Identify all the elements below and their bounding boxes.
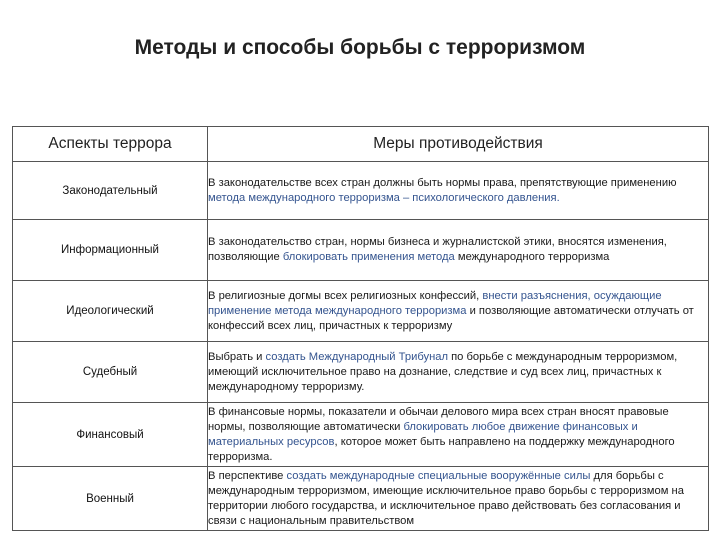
table-row <box>13 162 709 220</box>
measure-text: и позволяющие автоматически отлучать от конфессий всех лиц, причастных к терроризму <box>208 304 694 332</box>
table-header-row <box>13 127 709 162</box>
measure-highlight-text: блокировать любое движение финансовых и материальных ресурсов <box>208 420 638 448</box>
page-title: Методы и способы борьбы с терроризмом <box>134 36 586 59</box>
measure-text: В финансовые нормы, показатели и обычаи делового мира всех стран вносят правовые нормы, позволяющие автоматически <box>208 405 669 433</box>
aspect-cell: Финансовый <box>13 403 208 467</box>
aspect-cell: Информационный <box>13 220 208 281</box>
table-row <box>13 281 709 342</box>
table-row <box>13 342 709 403</box>
measure-highlight-text: внести разъяснения, осуждающие применение метода международного терроризма <box>208 289 662 317</box>
aspect-cell: Судебный <box>13 342 208 403</box>
measure-text: по борьбе с международным терроризмом, имеющий исключительное право на дознание, следствие и суд всех лиц, причастных к международному терроризму. <box>208 350 678 393</box>
table-row <box>13 467 709 531</box>
measure-cell <box>208 467 709 531</box>
measure-text: международного терроризма <box>454 251 610 263</box>
measure-text: для борьбы с международным терроризмом, имеющие исключительное право борьбы с терроризмом на территории любого государства, и исключительное право действовать без согласования и связи с национальным правительством <box>208 469 684 527</box>
aspect-cell: Идеологический <box>13 281 208 342</box>
table-row <box>13 403 709 467</box>
measure-highlight-text: метода международного терроризма – психологического давления. <box>208 191 560 204</box>
measure-cell <box>208 220 709 281</box>
measure-text: В религиозные догмы всех религиозных конфессий, <box>208 289 483 302</box>
measure-highlight-text: создать международные специальные вооружённые силы <box>286 469 591 482</box>
measure-highlight-text: создать Международный Трибунал <box>265 350 449 363</box>
measure-text: , которое может быть направлено на поддержку международного терроризма. <box>208 435 675 463</box>
aspect-cell: Законодательный <box>13 162 208 220</box>
header-measures: Меры противодействия <box>208 127 709 162</box>
measure-text: Выбрать и <box>208 350 266 363</box>
table-row <box>13 220 709 281</box>
measure-highlight-text: блокировать применения метода <box>282 251 455 263</box>
header-aspects: Аспекты террора <box>13 127 208 162</box>
measure-cell <box>208 403 709 467</box>
measure-cell <box>208 162 709 220</box>
measure-text: В законодательство стран, нормы бизнеса и журналистской этики, вносятся изменения, позволяющие <box>208 236 667 263</box>
measure-text: В перспективе <box>208 469 287 482</box>
aspect-cell: Военный <box>13 467 208 531</box>
measure-cell <box>208 281 709 342</box>
measures-table <box>12 126 709 531</box>
measure-cell <box>208 342 709 403</box>
measure-text: В законодательстве всех стран должны быть нормы права, препятствующие применению <box>208 176 677 189</box>
